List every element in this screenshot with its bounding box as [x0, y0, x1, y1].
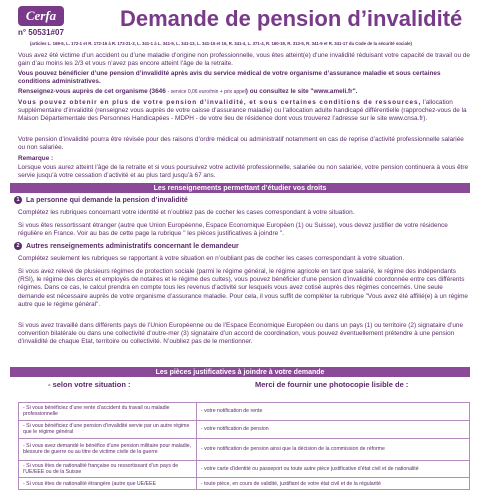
allowance-lead: Vous pouvez obtenir en plus de votre pension d’invalidité, et sous certaines conditions de ressources, [18, 99, 422, 106]
table-row [19, 438, 470, 460]
allowance-rest: l’allocation supplémentaire d’invalidité (renseignez vous auprès de votre caisse d’assurance maladie) ou l’allocation adulte handicapé différentielle (rapprochez-vous de la Maison Départementale des Personnes Handicapées - MDPH - de votre lieu de résidence dont vous trouverez l’adresse sur le site www.cnsa.fr). [18, 99, 467, 123]
contact-lead: Renseignez-vous auprès de cet organisme [18, 88, 148, 95]
subsection-admin [14, 242, 239, 250]
admin-paragraph-3: Si vous avez travaillé dans différents pays de l’Union Européenne ou de l’Espace Economique Européen ou dans un pays (1) ou territoire (2) signataire d’une convention bilatérale ou dans une collectivité d’outre-mer (3) signataire d’un accord de coordination, vous pouvez éventuellement prétendre à une pension d’invalidité de chaque Etat, territoire ou collectivité. N’oubliez pas de le mentionner. [18, 322, 464, 346]
subsection-title: Autres renseignements administratifs concernant le demandeur [26, 242, 239, 250]
section-bar-documents: Les pièces justificatives à joindre à votre demande [10, 367, 470, 377]
revision-paragraph: Votre pension d’invalidité pourra être révisée pour des raisons d’ordre médical ou administratif notamment en cas de reprise d’activité professionnelle salariée ou non salariée. [18, 136, 464, 152]
page-title: Demande de pension d’invalidité [120, 6, 463, 31]
eligibility-paragraph: Vous pouvez bénéficier d’une pension d’invalidité après avis du service médical de votre organisme d’assurance maladie et sous certaines conditions administratives. [18, 70, 441, 86]
document-cell: - votre carte d’identité ou passeport ou toute autre pièce justificative d’état civil et de nationalité [196, 460, 469, 478]
contact-paragraph [18, 88, 470, 96]
column-header-documents: Merci de fournir une photocopie lisible de : [255, 380, 409, 389]
situation-cell: - Si vous bénéficiez d’une pension d’invalidité servie par un autre régime que le régime général [19, 420, 197, 438]
admin-paragraph-2: Si vous avez relevé de plusieurs régimes de protection sociale (parmi le régime général, le régime agricole en tant que salarié, le régime des indépendants (RSI), le régime des clercs et employés de notaires et le régime des cultes), vous pouvez bénéficier d’une pension d’invalidité coordonnée entre ces différents régimes. Dans ce cas, le calcul prendra en compte tous les revenus d’activité sur lesquels vous avez cotisé auprès des régimes concernés. Une seule demande est nécessaire auprès de votre organisme d’assurance maladie. Pour cela, il vous suffit de compléter la rubrique "Vous avez été affilié(e) à un régime autre que le régime général". [18, 268, 468, 308]
legal-references: (articles L. 169-5, L. 172-1 et R. 172-16 à R. 172-21-3, L. 341-1 à L. 341-5, L. 341-13, L. 341-15 et 16, R. 341-4, L. 371-4, R. 160-19, R. 313-5, R. 341-9 et R. 341-17 du Code de la sécurité sociale) [30, 41, 412, 46]
section-bar-rights: Les renseignements permettant d’étudier vos droits [10, 183, 470, 193]
number-badge: 1 [14, 196, 22, 204]
applicant-paragraph-2: Si vous êtes ressortissant étranger (autre que Union Européenne, Espace Economique Européen (1) ou Suisse), vous devez justifier de votre résidence régulière en France. Voir au bas de cette page la rubrique " les pièces justificatives à joindre ". [18, 222, 448, 238]
document-cell: - votre notification de pension ainsi que la décision de la commission de réforme [196, 438, 469, 460]
form-number: n° 50531#07 [18, 28, 64, 37]
contact-phone-note: - service 0,06 euro/min + prix appel [167, 89, 246, 95]
cerfa-logo: Cerfa [18, 6, 64, 26]
situation-cell: - Si vous êtes de nationalité française ou ressortissant d’un pays de l’UE/EEE ou de la Suisse [19, 460, 197, 478]
document-cell: - votre notification de rente [196, 403, 469, 421]
table-row [19, 403, 470, 421]
subsection-applicant [14, 196, 188, 204]
number-badge: 2 [14, 242, 22, 250]
document-cell: - votre notification de pension [196, 420, 469, 438]
contact-website: ) ou consultez le site "www.ameli.fr". [245, 88, 358, 95]
situation-cell: - Si vous bénéficiez d’une rente d’accident du travail ou maladie professionnelle [19, 403, 197, 421]
situation-cell: - Si vous êtes de nationalité étrangère (autre que UE/EEE [19, 478, 197, 490]
subsection-title: La personne qui demande la pension d’invalidité [26, 196, 188, 204]
admin-paragraph-1: Complétez seulement les rubriques se rapportant à votre situation en n’oubliant pas de cocher les cases correspondant à votre situation. [18, 255, 405, 262]
situation-cell: - Si vous avez demandé le bénéfice d’une pension militaire pour maladie, blessure de guerre ou au titre de victime civile de la guerre [19, 438, 197, 460]
applicant-paragraph-1: Complétez les rubriques concernant votre identité et n’oubliez pas de cocher les cases correspondant à votre situation. [18, 209, 355, 216]
remark-paragraph: Lorsque vous aurez atteint l’âge de la retraite et si vous poursuivez votre activité professionnelle, salariée ou non salariée, votre pension continuera à vous être servie jusqu’à votre cessation d’activité et au plus tard jusqu’à 67 ans. [18, 164, 469, 180]
column-header-situation: - selon votre situation : [48, 380, 131, 389]
table-row [19, 460, 470, 478]
remark-title: Remarque : [18, 155, 54, 162]
contact-phone: (3646 [149, 88, 166, 95]
allowance-paragraph [18, 99, 470, 124]
documents-table [18, 402, 470, 490]
intro-paragraph: Vous avez été victime d’un accident ou d’une maladie d’origine non professionnelle, vous êtes atteint(e) d’une invalidité réduisant votre capacité de travail ou de gain d’au moins les 2/3 et vous n’avez pas encore atteint l’âge de la retraite. [18, 52, 470, 68]
document-cell: - toute pièce, en cours de validité, justifiant de votre état civil et de la régularité [196, 478, 469, 490]
table-row [19, 420, 470, 438]
